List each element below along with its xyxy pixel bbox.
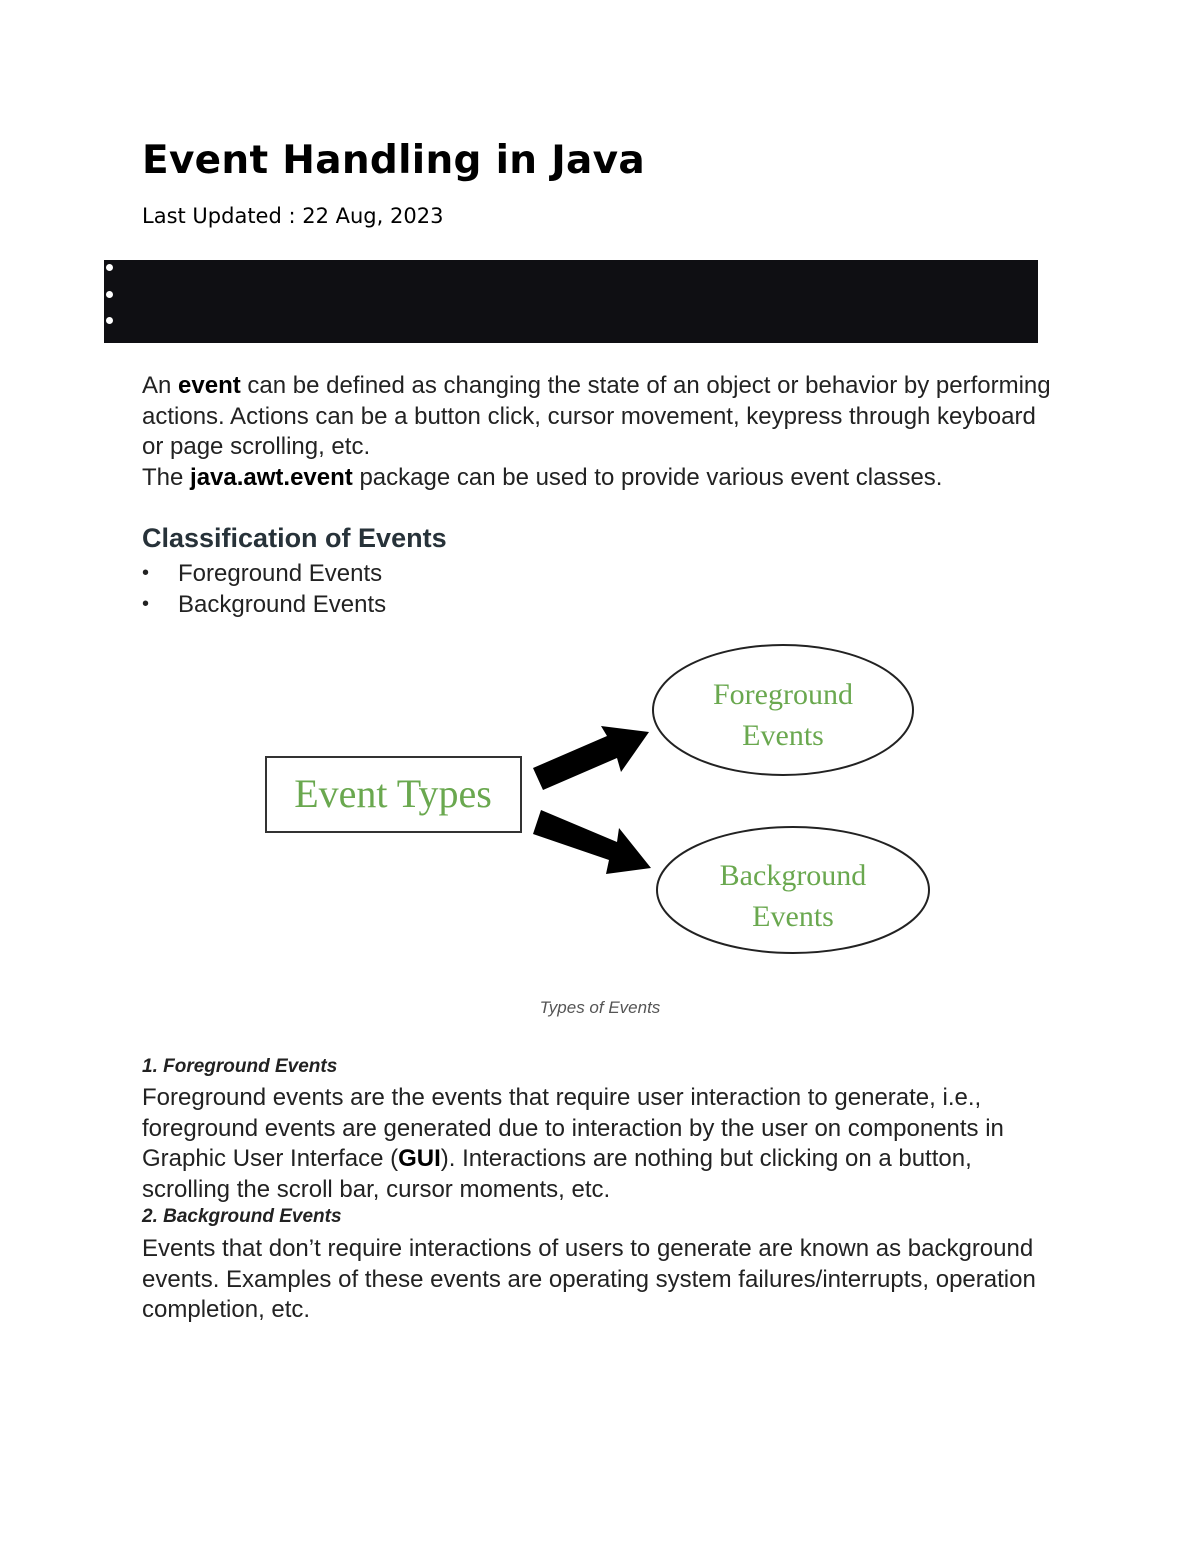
foreground-text: ). Interactions are nothing but clicking on a button, scrolling the scroll bar, cursor moments, etc.	[142, 1145, 972, 1203]
event-type-list	[142, 558, 386, 620]
event-types-label: Event Types	[294, 771, 492, 816]
classification-heading: Classification of Events	[142, 523, 447, 553]
foreground-heading: 1. Foreground Events	[142, 1056, 338, 1077]
bullet-icon: •	[142, 593, 150, 615]
foreground-label: Events	[742, 719, 824, 752]
foreground-text: Foreground events are the events that require user interaction to generate, i.e., foreground events are generated due to interaction by the user on components in Graphic User Interface (	[142, 1084, 1004, 1172]
event-term: event	[178, 372, 241, 399]
event-types-diagram	[255, 640, 945, 965]
black-banner	[104, 260, 1038, 343]
figure-caption: Types of Events	[539, 998, 661, 1017]
list-item-label: Foreground Events	[178, 560, 383, 587]
last-updated: Last Updated : 22 Aug, 2023	[142, 204, 444, 228]
background-label: Background	[719, 859, 867, 892]
list-item	[142, 589, 386, 620]
gui-term: GUI	[398, 1145, 441, 1172]
arrow-down-icon	[533, 810, 651, 874]
page-title: Event Handling in Java	[142, 138, 646, 183]
list-item	[142, 558, 386, 589]
intro-text: The	[142, 463, 191, 491]
banner-dot	[106, 317, 113, 324]
intro-text: can be defined as changing the state of an object or behavior by performing actions. Actions can be a button click, cursor movement, keypress through keyboard or page scrolling, etc.	[142, 372, 1051, 460]
package-term: java.awt.event	[190, 463, 353, 491]
background-heading: 2. Background Events	[142, 1206, 342, 1227]
intro-paragraph	[142, 371, 1062, 493]
intro-text: An	[142, 372, 179, 399]
intro-text: package can be used to provide various event classes.	[352, 463, 943, 491]
foreground-label: Foreground	[713, 678, 853, 711]
arrow-up-icon	[533, 726, 649, 790]
list-item-label: Background Events	[178, 591, 387, 618]
banner-dot	[106, 291, 113, 298]
banner-dot	[106, 264, 113, 271]
foreground-paragraph	[142, 1083, 1062, 1205]
bullet-icon: •	[142, 562, 150, 584]
background-paragraph: Events that don’t require interactions of users to generate are known as background events. Examples of these events are operating system failures/interrupts, operation completion, etc.	[142, 1235, 1036, 1323]
background-label: Events	[752, 900, 834, 933]
